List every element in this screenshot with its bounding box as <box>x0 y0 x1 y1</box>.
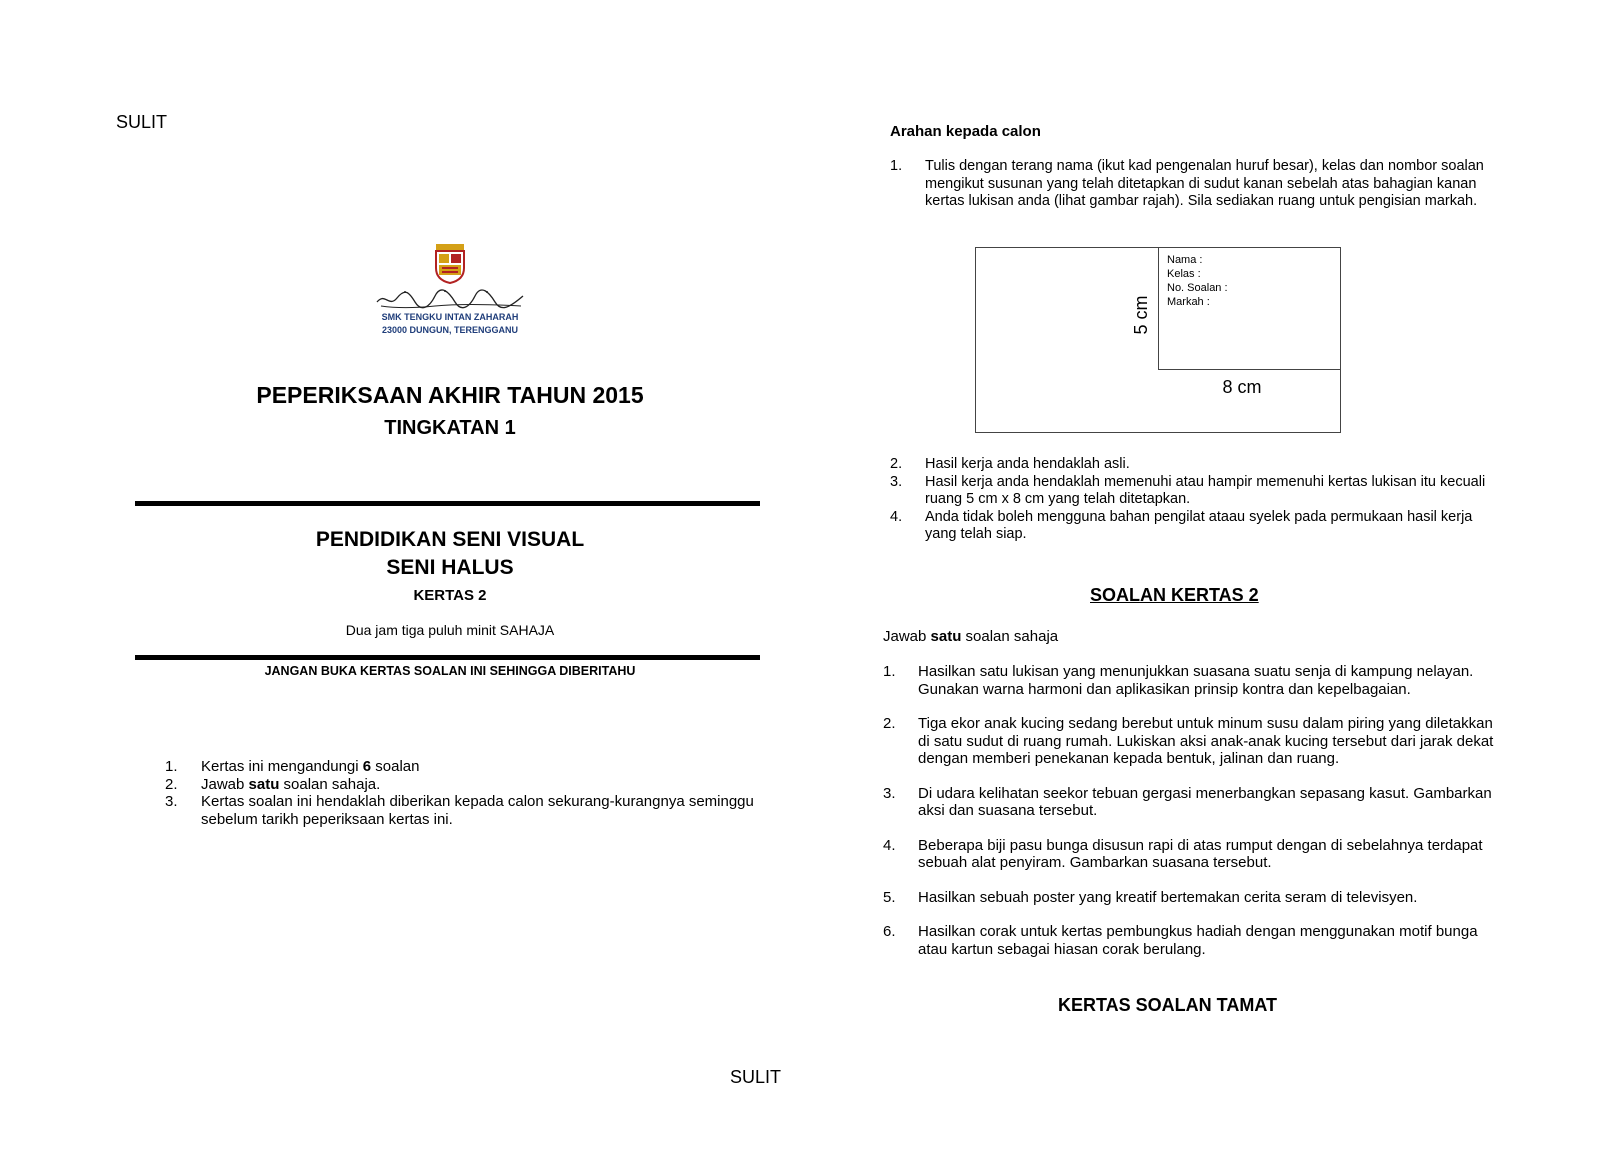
confidential-label-top: SULIT <box>116 112 168 132</box>
exam-duration: Dua jam tiga puluh minit SAHAJA <box>345 622 555 638</box>
question-item: 5. Hasilkan sebuah poster yang kreatif bertemakan cerita seram di televisyen. <box>883 888 1418 906</box>
paper-number: KERTAS 2 <box>413 587 487 604</box>
exam-warning: JANGAN BUKA KERTAS SOALAN INI SEHINGGA DIBERITAHU <box>264 664 636 678</box>
field-nama: Nama : <box>1167 254 1203 266</box>
confidential-label-bottom: SULIT <box>730 1067 782 1087</box>
height-label: 5 cm <box>1131 295 1151 335</box>
question-item: 6. Hasilkan corak untuk kertas pembungkus hadiah dengan menggunakan motif bunga atau kartun sebagai hiasan corak berulang. <box>883 923 1478 958</box>
list-item: 4. Anda tidak boleh mengguna bahan pengilat ataau syelek pada permukaan hasil kerja yang telah siap. <box>890 508 1473 542</box>
field-no-soalan: No. Soalan : <box>1167 282 1228 294</box>
field-markah: Markah : <box>1167 296 1210 308</box>
list-item: 1. Tulis dengan terang nama (ikut kad pengenalan huruf besar), kelas dan nombor soalan mengikut susunan yang telah ditetapkan di sudut kanan sebelah atas bahagian kanan kertas lukisan anda (lihat gambar rajah). Sila sediakan ruang untuk pengisian markah. <box>890 158 1484 209</box>
list-item: 1. Kertas ini mengandungi 6 soalan <box>165 758 420 775</box>
question-item: 1. Hasilkan satu lukisan yang menunjukkan suasana suatu senja di kampung nelayan. Gunakan warna harmoni dan aplikasikan prinsip kontra dan kepelbagaian. <box>883 663 1474 698</box>
jawi-script-logo <box>375 288 525 310</box>
question-item: 2. Tiga ekor anak kucing sedang berebut untuk minum susu dalam piring yang diletakkan di satu sudut di ruang rumah. Lukiskan aksi anak-anak kucing tersebut dari jarak dekat dengan memberi penekanan kepada bentuk, jalinan dan ruang. <box>883 715 1494 767</box>
cover-notes <box>165 758 765 828</box>
question-item: 4. Beberapa biji pasu bunga disusun rapi di atas rumput dengan di sebelahnya terdapat sebuah alat penyiram. Gambarkan suasana tersebut. <box>883 836 1483 871</box>
question-item: 3. Di udara kelihatan seekor tebuan gergasi menerbangkan sepasang kasut. Gambarkan aksi dan suasana tersebut. <box>883 784 1492 819</box>
end-of-paper: KERTAS SOALAN TAMAT <box>1058 995 1277 1015</box>
school-crest-icon <box>433 242 467 284</box>
questions-title: SOALAN KERTAS 2 <box>1090 585 1259 605</box>
form-level: TINGKATAN 1 <box>384 417 516 439</box>
school-address: 23000 DUNGUN, TERENGGANU <box>381 325 519 335</box>
list-item: 3. Kertas soalan ini hendaklah diberikan kepada calon sekurang-kurangnya seminggu sebelum tarikh peperiksaan kertas ini. <box>165 793 754 828</box>
label-box-diagram <box>975 247 1341 433</box>
school-logo <box>370 242 530 336</box>
divider-top <box>135 501 760 506</box>
instructions-list-1 <box>890 158 1490 211</box>
school-name: SMK TENGKU INTAN ZAHARAH <box>381 312 519 322</box>
field-kelas: Kelas : <box>1167 268 1201 280</box>
subject-subtitle: SENI HALUS <box>386 556 514 579</box>
list-item: 2. Jawab satu soalan sahaja. <box>165 775 381 793</box>
list-item: 3. Hasil kerja anda hendaklah memenuhi atau hampir memenuhi kertas lukisan itu kecuali ruang 5 cm x 8 cm yang telah ditetapkan. <box>890 473 1486 507</box>
instructions-list-2 <box>890 456 1490 544</box>
exam-title: PEPERIKSAAN AKHIR TAHUN 2015 <box>256 382 644 408</box>
divider-bottom <box>135 655 760 660</box>
list-item: 2. Hasil kerja anda hendaklah asli. <box>890 456 1130 472</box>
instructions-heading: Arahan kepada calon <box>890 123 1041 140</box>
questions-list <box>883 663 1503 975</box>
subject-title: PENDIDIKAN SENI VISUAL <box>315 528 585 551</box>
questions-prompt: Jawab satu soalan sahaja <box>883 628 1059 645</box>
width-label: 8 cm <box>1222 377 1262 397</box>
